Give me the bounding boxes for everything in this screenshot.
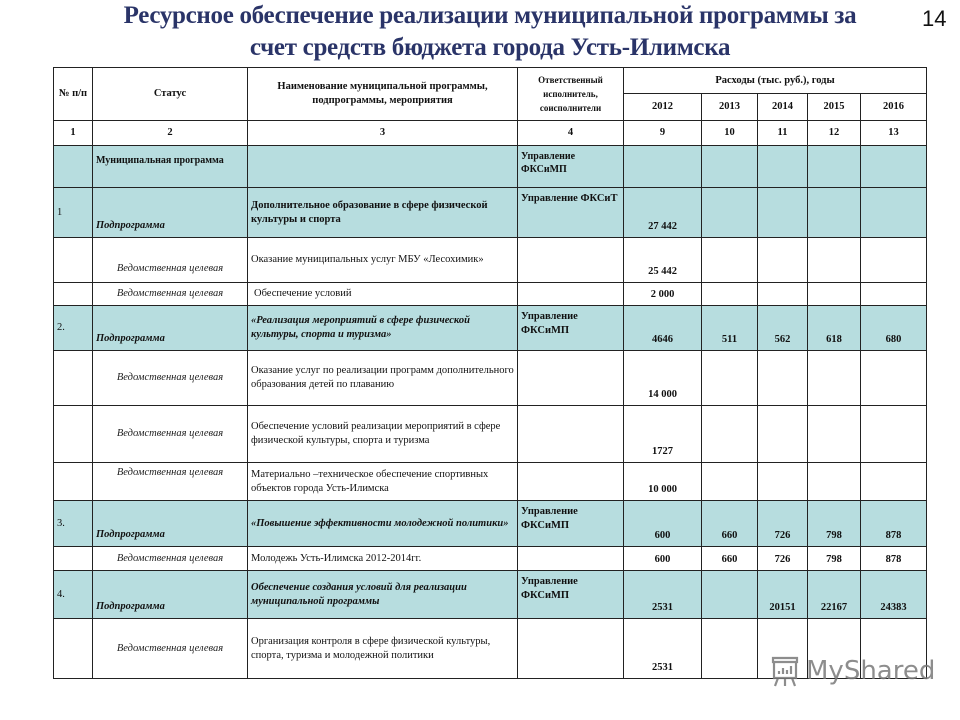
row-name: Материально –техническое обеспечение спортивных объектов города Усть-Илимска xyxy=(248,463,518,501)
row-status: Муниципальная программа xyxy=(93,146,248,188)
col-header-status: Статус xyxy=(93,68,248,121)
row-status: Ведомственная целевая xyxy=(93,619,248,679)
row-value-2014 xyxy=(758,188,808,238)
row-name: «Реализация мероприятий в сфере физической культуры, спорта и туризма» xyxy=(248,306,518,351)
row-value-2016: 878 xyxy=(861,501,927,547)
col-header-year: 2012 xyxy=(624,94,702,121)
row-value-2016: 24383 xyxy=(861,571,927,619)
row-value-2014: 726 xyxy=(758,501,808,547)
row-responsible xyxy=(518,619,624,679)
column-number: 9 xyxy=(624,121,702,146)
row-responsible xyxy=(518,547,624,571)
row-value-2013 xyxy=(702,571,758,619)
row-name: Оказание услуг по реализации программ дополнительного образования детей по плаванию xyxy=(248,351,518,406)
column-number: 11 xyxy=(758,121,808,146)
row-value-2016 xyxy=(861,463,927,501)
row-name: Дополнительное образование в сфере физической культуры и спорта xyxy=(248,188,518,238)
row-num xyxy=(54,547,93,571)
header-row-1 xyxy=(54,68,927,94)
row-name: «Повышение эффективности молодежной политики» xyxy=(248,501,518,547)
row-value-2016 xyxy=(861,406,927,463)
row-value-2015: 22167 xyxy=(808,571,861,619)
row-status: Подпрограмма xyxy=(93,501,248,547)
table-row-activity xyxy=(54,283,927,306)
row-value-2015 xyxy=(808,238,861,283)
row-value-2015: 798 xyxy=(808,501,861,547)
row-num: 1 xyxy=(54,188,93,238)
row-responsible: Управление ФКСиМП xyxy=(518,501,624,547)
table-row-activity xyxy=(54,406,927,463)
row-status: Ведомственная целевая xyxy=(93,283,248,306)
row-status: Ведомственная целевая xyxy=(93,351,248,406)
row-value-2013 xyxy=(702,238,758,283)
column-number: 3 xyxy=(248,121,518,146)
table-row-activity xyxy=(54,463,927,501)
row-responsible: Управление ФКСиМП xyxy=(518,571,624,619)
row-value-2012: 1727 xyxy=(624,406,702,463)
row-name: Оказание муниципальных услуг МБУ «Лесохимик» xyxy=(248,238,518,283)
row-num xyxy=(54,463,93,501)
row-name: Обеспечение создания условий для реализации муниципальной программы xyxy=(248,571,518,619)
row-value-2016 xyxy=(861,238,927,283)
row-responsible xyxy=(518,238,624,283)
row-value-2012: 27 442 xyxy=(624,188,702,238)
row-value-2016 xyxy=(861,351,927,406)
col-header-name: Наименование муниципальной программы, подпрограммы, мероприятия xyxy=(248,68,518,121)
row-status: Подпрограмма xyxy=(93,571,248,619)
col-header-year: 2014 xyxy=(758,94,808,121)
row-value-2014: 562 xyxy=(758,306,808,351)
row-value-2014 xyxy=(758,463,808,501)
row-name: Молодежь Усть-Илимска 2012-2014гг. xyxy=(248,547,518,571)
row-num: 3. xyxy=(54,501,93,547)
row-value-2014: 20151 xyxy=(758,571,808,619)
row-value-2014 xyxy=(758,283,808,306)
resource-table xyxy=(53,67,927,679)
row-responsible xyxy=(518,283,624,306)
row-responsible xyxy=(518,351,624,406)
row-responsible xyxy=(518,463,624,501)
table-row-subprogram xyxy=(54,306,927,351)
row-responsible: Управление ФКСиМП xyxy=(518,306,624,351)
column-numbers-row xyxy=(54,121,927,146)
row-value-2013 xyxy=(702,188,758,238)
col-header-expenses: Расходы (тыс. руб.), годы xyxy=(624,68,927,94)
row-value-2015 xyxy=(808,351,861,406)
row-value-2014 xyxy=(758,406,808,463)
row-status: Ведомственная целевая xyxy=(93,238,248,283)
table-row-program xyxy=(54,146,927,188)
row-value-2012: 14 000 xyxy=(624,351,702,406)
row-value-2013 xyxy=(702,619,758,679)
slide-number: 14 xyxy=(922,6,947,31)
row-num: 2. xyxy=(54,306,93,351)
row-value-2013: 660 xyxy=(702,547,758,571)
row-value-2012: 4646 xyxy=(624,306,702,351)
row-value-2012: 2 000 xyxy=(624,283,702,306)
row-value-2012: 2531 xyxy=(624,571,702,619)
watermark-text: MyShared xyxy=(806,656,936,686)
row-status: Ведомственная целевая xyxy=(93,547,248,571)
col-header-responsible: Ответственный исполнитель, соисполнители xyxy=(518,68,624,121)
row-value-2016 xyxy=(861,188,927,238)
table-row-activity xyxy=(54,351,927,406)
row-num xyxy=(54,619,93,679)
row-status: Подпрограмма xyxy=(93,306,248,351)
column-number: 2 xyxy=(93,121,248,146)
row-value-2013 xyxy=(702,351,758,406)
col-header-num: № п/п xyxy=(54,68,93,121)
row-value-2012: 2531 xyxy=(624,619,702,679)
row-status: Ведомственная целевая xyxy=(93,406,248,463)
row-num xyxy=(54,146,93,188)
row-responsible xyxy=(518,406,624,463)
row-name: Организация контроля в сфере физической культуры, спорта, туризма и молодежной политики xyxy=(248,619,518,679)
row-value-2016 xyxy=(861,283,927,306)
table-row-activity xyxy=(54,238,927,283)
row-value-2013 xyxy=(702,146,758,188)
row-value-2015: 618 xyxy=(808,306,861,351)
column-number: 12 xyxy=(808,121,861,146)
row-status: Подпрограмма xyxy=(93,188,248,238)
row-value-2015 xyxy=(808,146,861,188)
row-name: Обеспечение условий реализации мероприятий в сфере физической культуры, спорта и туризма xyxy=(248,406,518,463)
row-value-2012: 600 xyxy=(624,501,702,547)
row-value-2013 xyxy=(702,406,758,463)
column-number: 4 xyxy=(518,121,624,146)
row-num xyxy=(54,283,93,306)
row-value-2012: 25 442 xyxy=(624,238,702,283)
column-number: 10 xyxy=(702,121,758,146)
row-num xyxy=(54,238,93,283)
row-value-2013 xyxy=(702,463,758,501)
watermark xyxy=(768,654,935,688)
row-value-2014 xyxy=(758,351,808,406)
row-responsible: Управление ФКСиТ xyxy=(518,188,624,238)
row-num: 4. xyxy=(54,571,93,619)
row-value-2015 xyxy=(808,463,861,501)
table-row-subprogram xyxy=(54,188,927,238)
row-value-2012: 10 000 xyxy=(624,463,702,501)
row-value-2013 xyxy=(702,283,758,306)
row-name xyxy=(248,146,518,188)
row-num xyxy=(54,351,93,406)
row-value-2016: 878 xyxy=(861,547,927,571)
column-number: 13 xyxy=(861,121,927,146)
row-value-2015 xyxy=(808,188,861,238)
table-row-subprogram xyxy=(54,501,927,547)
title-line-1: Ресурсное обеспечение реализации муниципальной программы за xyxy=(123,2,857,29)
row-value-2016 xyxy=(861,146,927,188)
row-value-2014 xyxy=(758,146,808,188)
title-line-2: счет средств бюджета города Усть-Илимска xyxy=(249,34,731,61)
row-value-2013: 660 xyxy=(702,501,758,547)
row-value-2013: 511 xyxy=(702,306,758,351)
col-header-year: 2015 xyxy=(808,94,861,121)
row-value-2012 xyxy=(624,146,702,188)
table-row-subprogram xyxy=(54,571,927,619)
row-value-2016: 680 xyxy=(861,306,927,351)
row-value-2015 xyxy=(808,406,861,463)
row-responsible: Управление ФКСиМП xyxy=(518,146,624,188)
presentation-board-icon xyxy=(768,654,802,688)
col-header-year: 2013 xyxy=(702,94,758,121)
row-value-2015 xyxy=(808,283,861,306)
row-value-2015: 798 xyxy=(808,547,861,571)
row-value-2012: 600 xyxy=(624,547,702,571)
page-title xyxy=(60,0,920,64)
row-status: Ведомственная целевая xyxy=(93,463,248,501)
table-row-activity xyxy=(54,547,927,571)
row-value-2014: 726 xyxy=(758,547,808,571)
col-header-year: 2016 xyxy=(861,94,927,121)
row-num xyxy=(54,406,93,463)
column-number: 1 xyxy=(54,121,93,146)
row-value-2014 xyxy=(758,238,808,283)
row-name: Обеспечение условий xyxy=(248,283,518,306)
